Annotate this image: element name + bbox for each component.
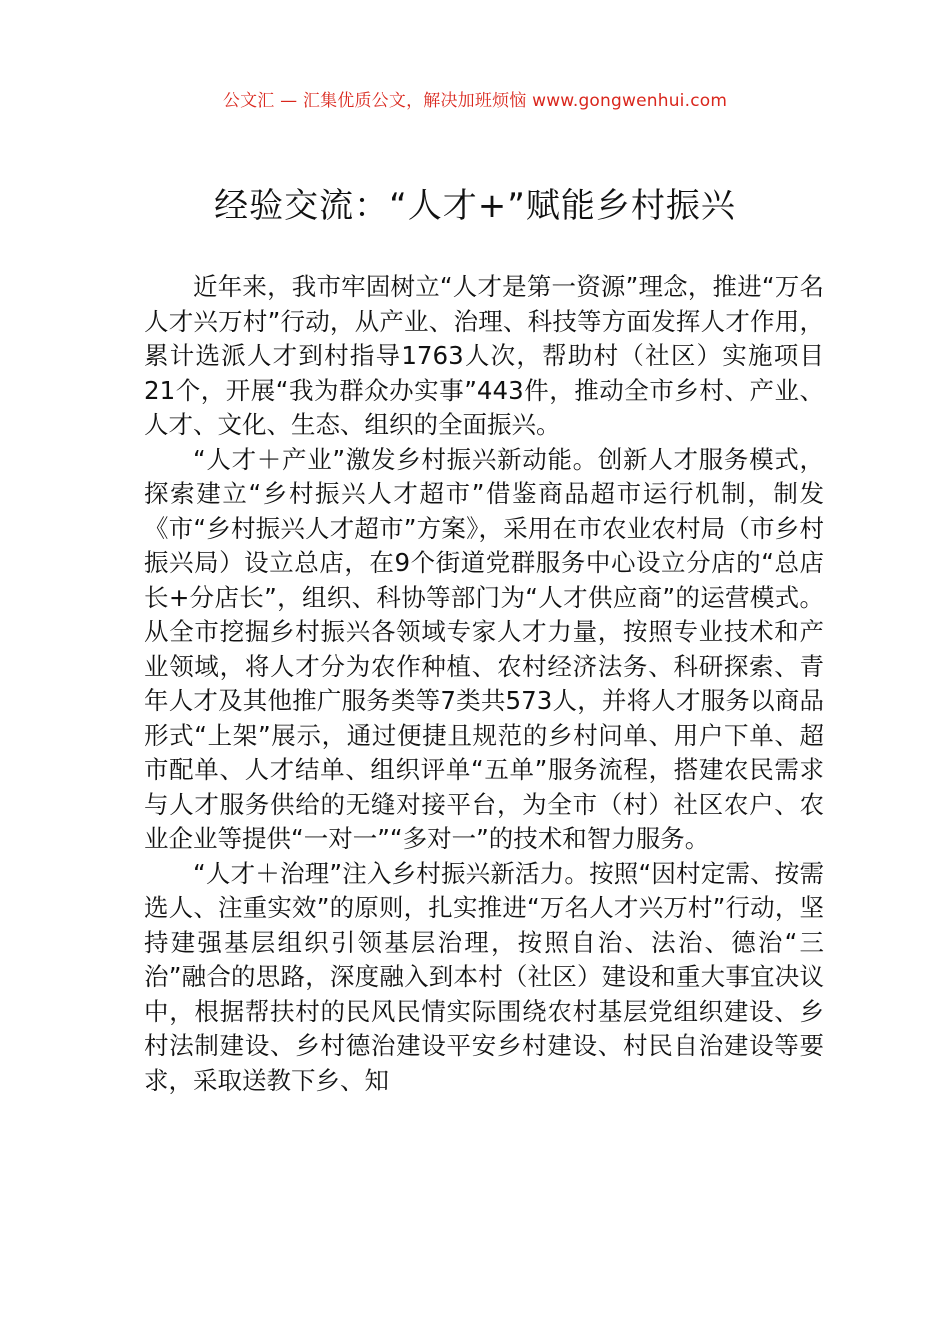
site-header: 公文汇 — 汇集优质公文，解决加班烦恼 www.gongwenhui.com: [222, 91, 728, 111]
paragraph-talent-governance: “人才＋治理”注入乡村振兴新活力。按照“因村定需、按需选人、注重实效”的原则，扎实推进“万名人才兴万村”行动，坚持建强基层组织引领基层治理，按照自治、法治、德治“三治”融合的思路，深度融入到本村（社区）建设和重大事宜决议中，根据帮扶村的民风民情实际围绕农村基层党组织建设、乡村法制建设、乡村德治建设平安乡村建设、村民自治建设等要求，采取送教下乡、知: [144, 858, 824, 1095]
document-body: [144, 270, 824, 1098]
paragraph-talent-industry: “人才＋产业”激发乡村振兴新动能。创新人才服务模式，探索建立“乡村振兴人才超市”借鉴商品超市运行机制，制发《市“乡村振兴人才超市”方案》，采用在市农业农村局（市乡村振兴局）设立总店，在9个街道党群服务中心设立分店的“总店长+分店长”，组织、科协等部门为“人才供应商”的运营模式。从全市挖掘乡村振兴各领域专家人才力量，按照专业技术和产业领域，将人才分为农作种植、农村经济法务、科研探索、青年人才及其他推广服务类等7类共573人，并将人才服务以商品形式“上架”展示，通过便捷且规范的乡村问单、用户下单、超市配单、人才结单、组织评单“五单”服务流程，搭建农民需求与人才服务供给的无缝对接平台，为全市（村）社区农户、农业企业等提供“一对一”“多对一”的技术和智力服务。: [144, 444, 824, 853]
paragraph-intro: 近年来，我市牢固树立“人才是第一资源”理念，推进“万名人才兴万村”行动，从产业、治理、科技等方面发挥人才作用，累计选派人才到村指导1763人次，帮助村（社区）实施项目21个，开展“我为群众办实事”443件，推动全市乡村、产业、人才、文化、生态、组织的全面振兴。: [144, 272, 824, 439]
document-title: 经验交流：“人才+”赋能乡村振兴: [214, 186, 736, 226]
